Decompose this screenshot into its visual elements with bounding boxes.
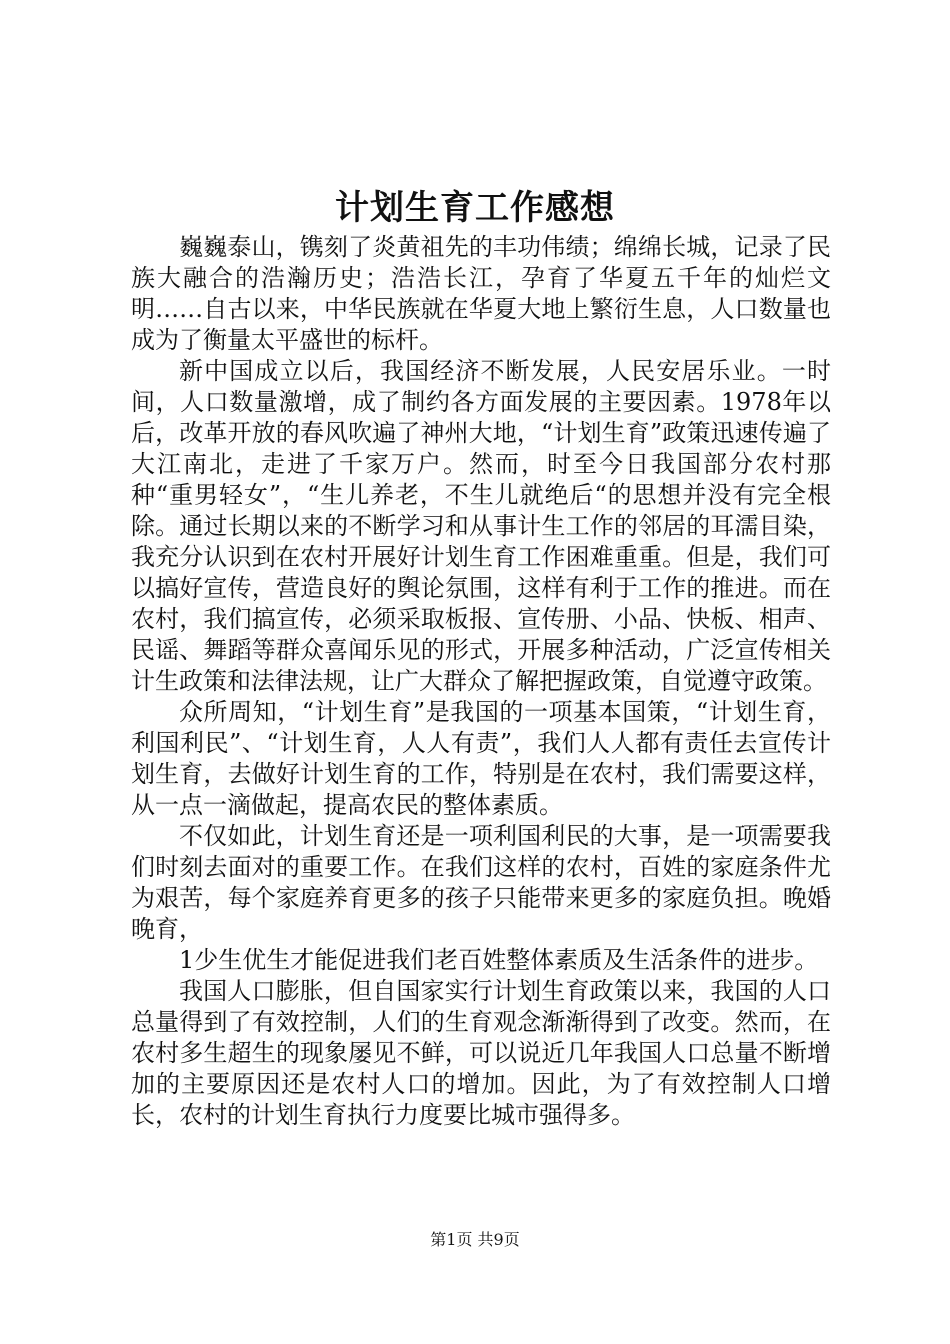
paragraph-6: 我国人口膨胀，但自国家实行计划生育政策以来，我国的人口总量得到了有效控制，人们的生育观念渐渐得到了改变。然而，在农村多生超生的现象屡见不鲜，可以说近几年我国人口总量不断增加的主要原因还是农村人口的增加。因此，为了有效控制人口增长，农村的计划生育执行力度要比城市强得多。 [131, 977, 831, 1129]
page-footer [0, 1229, 950, 1251]
paragraph-4: 不仅如此，计划生育还是一项利国利民的大事，是一项需要我们时刻去面对的重要工作。在我们这样的农村，百姓的家庭条件尤为艰苦，每个家庭养育更多的孩子只能带来更多的家庭负担。晚婚晚育， [131, 822, 831, 943]
document-body [131, 232, 831, 1131]
document-title: 计划生育工作感想 [335, 188, 615, 228]
paragraph-2: 新中国成立以后，我国经济不断发展，人民安居乐业。一时间，人口数量激增，成了制约各方面发展的主要因素。1978年以后，改革开放的春风吹遍了神州大地，“计划生育”政策迅速传遍了大江南北，走进了千家万户。然而，时至今日我国部分农村那种“重男轻女”，“生儿养老，不生儿就绝后“的思想并没有完全根除。通过长期以来的不断学习和从事计生工作的邻居的耳濡目染，我充分认识到在农村开展好计划生育工作困难重重。但是，我们可以搞好宣传，营造良好的舆论氛围，这样有利于工作的推进。而在农村，我们搞宣传，必须采取板报、宣传册、小品、快板、相声、民谣、舞蹈等群众喜闻乐见的形式，开展多种活动，广泛宣传相关计生政策和法律法规，让广大群众了解把握政策，自觉遵守政策。 [131, 357, 831, 695]
page-indicator: 第1页 共9页 [430, 1230, 520, 1249]
paragraph-3: 众所周知，“计划生育”是我国的一项基本国策，“计划生育，利国利民”、“计划生育，人人有责”，我们人人都有责任去宣传计划生育，去做好计划生育的工作，特别是在农村，我们需要这样，从一点一滴做起，提高农民的整体素质。 [131, 698, 831, 819]
paragraph-1: 巍巍泰山，镌刻了炎黄祖先的丰功伟绩；绵绵长城，记录了民族大融合的浩瀚历史；浩浩长江，孕育了华夏五千年的灿烂文明……自古以来，中华民族就在华夏大地上繁衍生息，人口数量也成为了衡量太平盛世的标杆。 [131, 233, 831, 354]
paragraph-5: 1少生优生才能促进我们老百姓整体素质及生活条件的进步。 [179, 946, 819, 974]
